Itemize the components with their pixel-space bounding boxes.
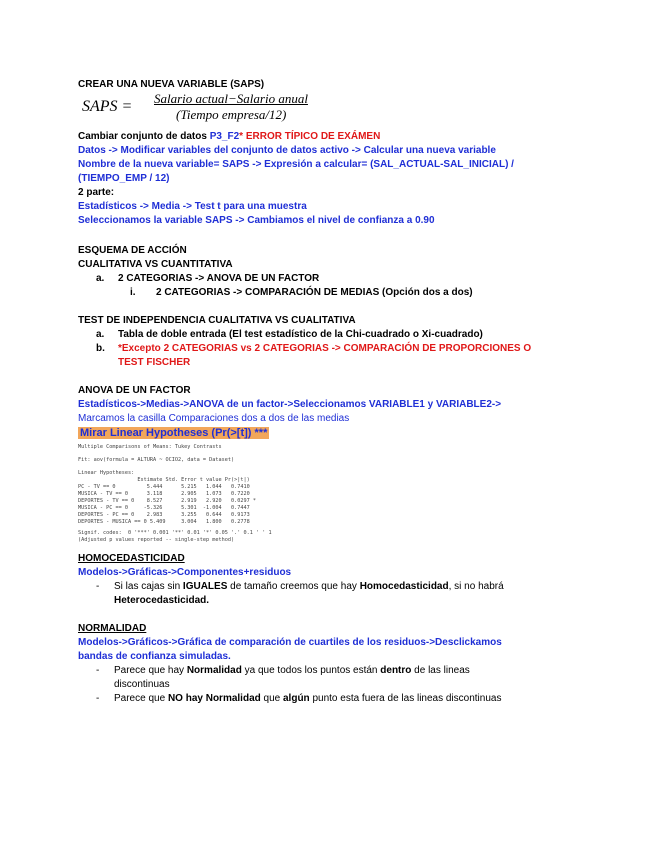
bullet-homocedasticidad [78, 580, 578, 608]
bullet-text: discontinuas [114, 679, 170, 690]
r-output-title: Multiple Comparisons of Means: Tukey Contrasts [78, 444, 222, 450]
section-title-saps: CREAR UNA NUEVA VARIABLE (SAPS) [78, 79, 265, 90]
menu-path-datos: Datos -> Modificar variables del conjunto de datos activo -> Calcular una nueva variable [78, 145, 496, 156]
list-item-text-cont: TEST FISCHER [118, 357, 191, 368]
highlight-line [78, 426, 578, 441]
formula-denominator: (Tiempo empresa/12) [176, 107, 287, 122]
list-marker: i. [130, 287, 136, 298]
bullet-text: de las lineas [411, 665, 470, 676]
formula-numerator: Salario actual−Salario anual [154, 91, 308, 106]
list-item-doble-entrada [78, 328, 578, 342]
r-output-block [78, 444, 578, 544]
formula-lhs: SAPS = [82, 98, 133, 115]
exam-error-note: * ERROR TÍPICO DE EXÁMEN [239, 131, 381, 142]
new-variable-line-cont: (TIEMPO_EMP / 12) [78, 173, 170, 184]
dash-marker: - [96, 693, 100, 704]
r-output-signif: Signif. codes: 0 '***' 0.001 '**' 0.01 '*' 0.05 '.' 0.1 ' ' 1 [78, 530, 272, 536]
r-output-adjusted: (Adjusted p values reported -- single-step method) [78, 537, 235, 543]
r-output-row: DEPORTES - TV == 0 8.527 2.919 2.920 0.0297 * [78, 498, 257, 504]
r-output-row: DEPORTES - PC == 0 2.983 3.255 0.644 0.9173 [78, 512, 250, 518]
bullet-text: Si las cajas sin [114, 581, 183, 592]
list-marker: a. [96, 273, 105, 284]
bullet-text-bold: IGUALES [182, 581, 228, 592]
bullet-text: Parece que [114, 693, 168, 704]
list-item-text: Tabla de doble entrada (El test estadístico de la Chi-cuadrado o Xi-cuadrado) [118, 329, 483, 340]
linear-hypotheses-highlight: Mirar Linear Hypotheses (Pr(>[t]) *** [80, 427, 268, 439]
menu-path-ttest: Estadísticos -> Media -> Test t para una muestra [78, 201, 307, 212]
menu-path-anova: Estadísticos->Medias->ANOVA de un factor->Seleccionamos VARIABLE1 y VARIABLE2-> [78, 399, 502, 410]
bullet-text-bold: dentro [380, 665, 412, 676]
list-item-anova [78, 272, 578, 286]
bullet-text: Parece que hay [114, 665, 187, 676]
list-item-text: 2 CATEGORIAS -> ANOVA DE UN FACTOR [118, 273, 320, 284]
section-title-esquema: ESQUEMA DE ACCIÓN [78, 245, 187, 256]
menu-path-homocedasticidad: Modelos->Gráficas->Componentes+residuos [78, 567, 292, 578]
r-output-row: DEPORTES - MUSICA == 0 5.409 3.004 1.800 0.2778 [78, 519, 250, 525]
menu-path-normalidad-cont: bandas de confianza simuladas. [78, 651, 231, 662]
r-output-row: MUSICA - PC == 0 -5.326 5.301 -1.004 0.7447 [78, 505, 250, 511]
section-title-homocedasticidad: HOMOCEDASTICIDAD [78, 553, 185, 564]
section-title-independencia: TEST DE INDEPENDENCIA CUALITATIVA VS CUALITATIVA [78, 315, 356, 326]
bullet-text-bold: Homocedasticidad [359, 581, 449, 592]
r-output-header: Estimate Std. Error t value Pr(>|t|) [78, 477, 250, 483]
list-marker: a. [96, 329, 105, 340]
list-item-text: *Excepto 2 CATEGORIAS vs 2 CATEGORIAS -> COMPARACIÓN DE PROPORCIONES O [118, 343, 532, 354]
list-marker: b. [96, 343, 105, 354]
section-title-anova: ANOVA DE UN FACTOR [78, 385, 191, 396]
bullet-normalidad-yes [78, 664, 578, 692]
r-output-fit: Fit: aov(formula = ALTURA ~ OCIO2, data = Dataset) [78, 457, 235, 463]
r-output-row: MUSICA - TV == 0 3.118 2.905 1.073 0.7220 [78, 491, 250, 497]
bullet-text: , si no habrá [448, 581, 504, 592]
saps-formula [82, 92, 578, 128]
bullet-text-bold: algún [283, 693, 310, 704]
dash-marker: - [96, 581, 100, 592]
list-item-excepto [78, 342, 578, 370]
part-two-label: 2 parte: [78, 187, 115, 198]
bullet-normalidad-no [78, 692, 578, 706]
r-output-row: PC - TV == 0 5.444 5.215 1.044 0.7410 [78, 484, 250, 490]
bullet-text: que [260, 693, 283, 704]
bullet-text: punto esta fuera de las lineas discontinuas [309, 693, 502, 704]
bullet-text: de tamaño creemos que hay [227, 581, 360, 592]
dataset-change-text: Cambiar conjunto de datos [78, 131, 210, 142]
list-item-text: 2 CATEGORIAS -> COMPARACIÓN DE MEDIAS [156, 287, 383, 298]
dash-marker: - [96, 665, 100, 676]
dataset-change-line [78, 130, 578, 144]
r-output-linear-hypotheses: Linear Hypotheses: [78, 470, 135, 476]
list-item-comparacion [78, 286, 578, 300]
anova-instruction: Marcamos la casilla Comparaciones dos a dos de las medias [78, 413, 350, 424]
bullet-text-bold: NO hay Normalidad [167, 693, 261, 704]
new-variable-line: Nombre de la nueva variable= SAPS -> Expresión a calcular= (SAL_ACTUAL-SAL_INICIAL) / [78, 159, 514, 170]
menu-path-normalidad: Modelos->Gráficos->Gráfica de comparación de cuartiles de los residuos->Desclickamos [78, 637, 502, 648]
section-title-normalidad: NORMALIDAD [78, 623, 147, 634]
document-page [78, 78, 578, 706]
confidence-level-line: Seleccionamos la variable SAPS -> Cambiamos el nivel de confianza a 0.90 [78, 215, 435, 226]
bullet-text: ya que todos los puntos están [241, 665, 381, 676]
list-item-note: (Opción dos a dos) [382, 287, 473, 298]
subtitle-cual-cuant: CUALITATIVA VS CUANTITATIVA [78, 259, 233, 270]
dataset-name: P3_F2 [209, 131, 240, 142]
bullet-text-bold: Normalidad [186, 665, 242, 676]
bullet-text-bold: Heterocedasticidad. [114, 595, 210, 606]
